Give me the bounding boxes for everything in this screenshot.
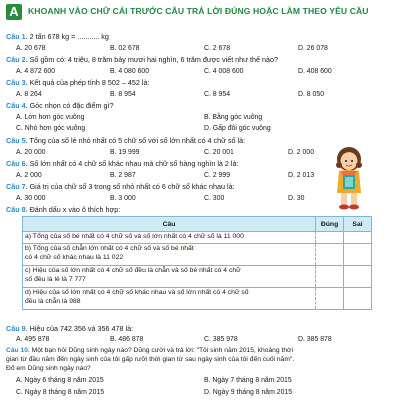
option-a[interactable]: A. 20 000 [16, 149, 46, 156]
statement-line: c) Hiệu của số lớn nhất có 4 chữ số đều là chẵn và số bé nhất có 4 chữ [25, 267, 241, 274]
statement-line: số đều là lẻ là 7 777 [25, 275, 86, 283]
question-text: Góc nhọn có đặc điểm gì? [29, 101, 114, 110]
option-b[interactable]: B. Ngày 7 tháng 8 năm 2015 [204, 377, 292, 384]
row-statement [23, 288, 316, 310]
statement-line: b) Tổng của số chẵn lớn nhất có 4 chữ số và số bé nhất [25, 245, 194, 252]
dung-checkbox[interactable] [316, 244, 344, 266]
question-number: Câu 2. [6, 55, 28, 64]
question-number: Câu 4. [6, 101, 28, 110]
table-header-row [23, 217, 372, 232]
option-a[interactable]: A. Ngày 6 tháng 8 năm 2015 [16, 377, 104, 384]
section-header [6, 4, 392, 20]
question-text: Tổng của số lẻ nhỏ nhất có 5 chữ số với số lớn nhất có 4 chữ số là: [29, 136, 246, 145]
question-text: Số lớn nhất có 4 chữ số khác nhau mà chữ số hàng nghìn là 2 là: [29, 159, 239, 168]
question-number: Câu 3. [6, 78, 28, 87]
dung-checkbox[interactable] [316, 232, 344, 244]
option-d[interactable]: D. 8 050 [298, 91, 325, 98]
row-statement [23, 244, 316, 266]
option-c[interactable]: C. 20 001 [204, 149, 234, 156]
question-1 [6, 32, 109, 41]
question-6 [6, 159, 239, 168]
true-false-table [22, 216, 372, 310]
statement-line: có 4 chữ số khác nhau là 11 022 [25, 253, 124, 261]
question-text: 2 tấn 678 kg = ........... kg [29, 32, 109, 41]
option-b[interactable]: B. Bằng góc vuông [204, 114, 263, 121]
header-sai: Sai [344, 217, 372, 232]
table-row [23, 266, 372, 288]
option-c[interactable]: C. 2 999 [204, 172, 231, 179]
option-a[interactable]: A. 495 878 [16, 336, 50, 343]
question-9 [6, 324, 133, 333]
question-number: Câu 1. [6, 32, 28, 41]
question-10 [6, 346, 293, 355]
option-b[interactable]: B. 486 878 [110, 336, 144, 343]
sai-checkbox[interactable] [344, 266, 372, 288]
question-text: Hiệu của 742 356 và 356 478 là: [29, 324, 134, 333]
table-row [23, 288, 372, 310]
question-number: Câu 10. [6, 347, 30, 354]
option-a[interactable]: A. 30 000 [16, 195, 46, 202]
option-c[interactable]: C. 8 954 [204, 91, 231, 98]
question-3 [6, 78, 149, 87]
option-d[interactable]: D. 26 078 [298, 45, 328, 52]
option-b[interactable]: B. 19 999 [110, 149, 140, 156]
table-row [23, 244, 372, 266]
option-b[interactable]: B. 8 954 [110, 91, 136, 98]
option-c[interactable]: C. 2 678 [204, 45, 231, 52]
section-badge: A [6, 4, 22, 20]
question-text: Kết quả của phép tính 8 502 – 452 là: [29, 78, 150, 87]
option-d[interactable]: D. Gấp đôi góc vuông [204, 125, 271, 132]
header-cau: Câu [23, 217, 316, 232]
option-d[interactable]: D. 2 000 [288, 149, 315, 156]
question-5 [6, 136, 245, 145]
question-number: Câu 5. [6, 136, 28, 145]
question-4 [6, 101, 113, 110]
question-number: Câu 6. [6, 159, 28, 168]
dung-checkbox[interactable] [316, 288, 344, 310]
header-dung: Đúng [316, 217, 344, 232]
question-10-line-2: gian từ đầu năm đến ngày sinh của tôi gấp rưỡi thời gian từ sau ngày sinh của tôi đến cuối năm". [6, 356, 295, 363]
question-7 [6, 182, 235, 191]
question-10-line-3: Đố em Dũng sinh ngày nào? [6, 365, 91, 372]
question-2 [6, 55, 278, 64]
option-d[interactable]: D. 408 600 [298, 68, 332, 75]
section-title: KHOANH VÀO CHỮ CÁI TRƯỚC CÂU TRẢ LỜI ĐÚNG HOẶC LÀM THEO YÊU CẦU [28, 6, 369, 16]
option-b[interactable]: B. 4 080 600 [110, 68, 150, 75]
statement-line: d) Hiệu của số lớn nhất có 4 chữ số khác nhau và số lớn nhất có 4 chữ số [25, 289, 249, 296]
sai-checkbox[interactable] [344, 288, 372, 310]
question-text: Đánh dấu x vào ô thích hợp: [29, 205, 121, 214]
sai-checkbox[interactable] [344, 244, 372, 266]
option-b[interactable]: B. 2 987 [110, 172, 136, 179]
dung-checkbox[interactable] [316, 266, 344, 288]
option-c[interactable]: C. Ngày 8 tháng 8 năm 2015 [16, 389, 105, 396]
option-c[interactable]: C. 300 [204, 195, 225, 202]
sai-checkbox[interactable] [344, 232, 372, 244]
option-d[interactable]: D. 2 013 [288, 172, 315, 179]
statement-line: a) Tổng của số bé nhất có 4 chữ số và số lớn nhất có 4 chữ số là 11 000 [25, 233, 244, 240]
student-girl-illustration [325, 145, 373, 213]
option-d[interactable]: D. Ngày 9 tháng 8 năm 2015 [204, 389, 293, 396]
option-a[interactable]: A. 8 264 [16, 91, 42, 98]
question-number: Câu 8. [6, 205, 28, 214]
question-number: Câu 7. [6, 182, 28, 191]
option-c[interactable]: C. 385 978 [204, 336, 238, 343]
option-c[interactable]: C. 4 008 600 [204, 68, 244, 75]
option-a[interactable]: A. 4 872 600 [16, 68, 56, 75]
row-statement [23, 232, 316, 244]
statement-line: đều là chẵn là 988 [25, 297, 81, 305]
option-a[interactable]: A. Lớn hơn góc vuông [16, 114, 85, 121]
option-a[interactable]: A. 20 678 [16, 45, 46, 52]
table-row [23, 232, 372, 244]
option-b[interactable]: B. 02 678 [110, 45, 140, 52]
row-statement [23, 266, 316, 288]
option-c[interactable]: C. Nhỏ hơn góc vuông [16, 125, 86, 132]
question-8 [6, 205, 120, 214]
option-d[interactable]: D. 385 878 [298, 336, 332, 343]
question-text: Giá trị của chữ số 3 trong số nhỏ nhất có 6 chữ số khác nhau là: [29, 182, 235, 191]
question-number: Câu 9. [6, 324, 28, 333]
option-d[interactable]: D. 30 [288, 195, 305, 202]
option-a[interactable]: A. 2 000 [16, 172, 42, 179]
question-text: Số gồm có: 4 triệu, 8 trăm bảy mươi hai nghìn, 6 trăm được viết như thế nào? [29, 55, 278, 64]
option-b[interactable]: B. 3 000 [110, 195, 136, 202]
question-text-line: Một bạn hỏi Dũng sinh ngày nào? Dũng cười và trả lời: "Tôi sinh năm 2015, khoảng thời [31, 347, 293, 354]
